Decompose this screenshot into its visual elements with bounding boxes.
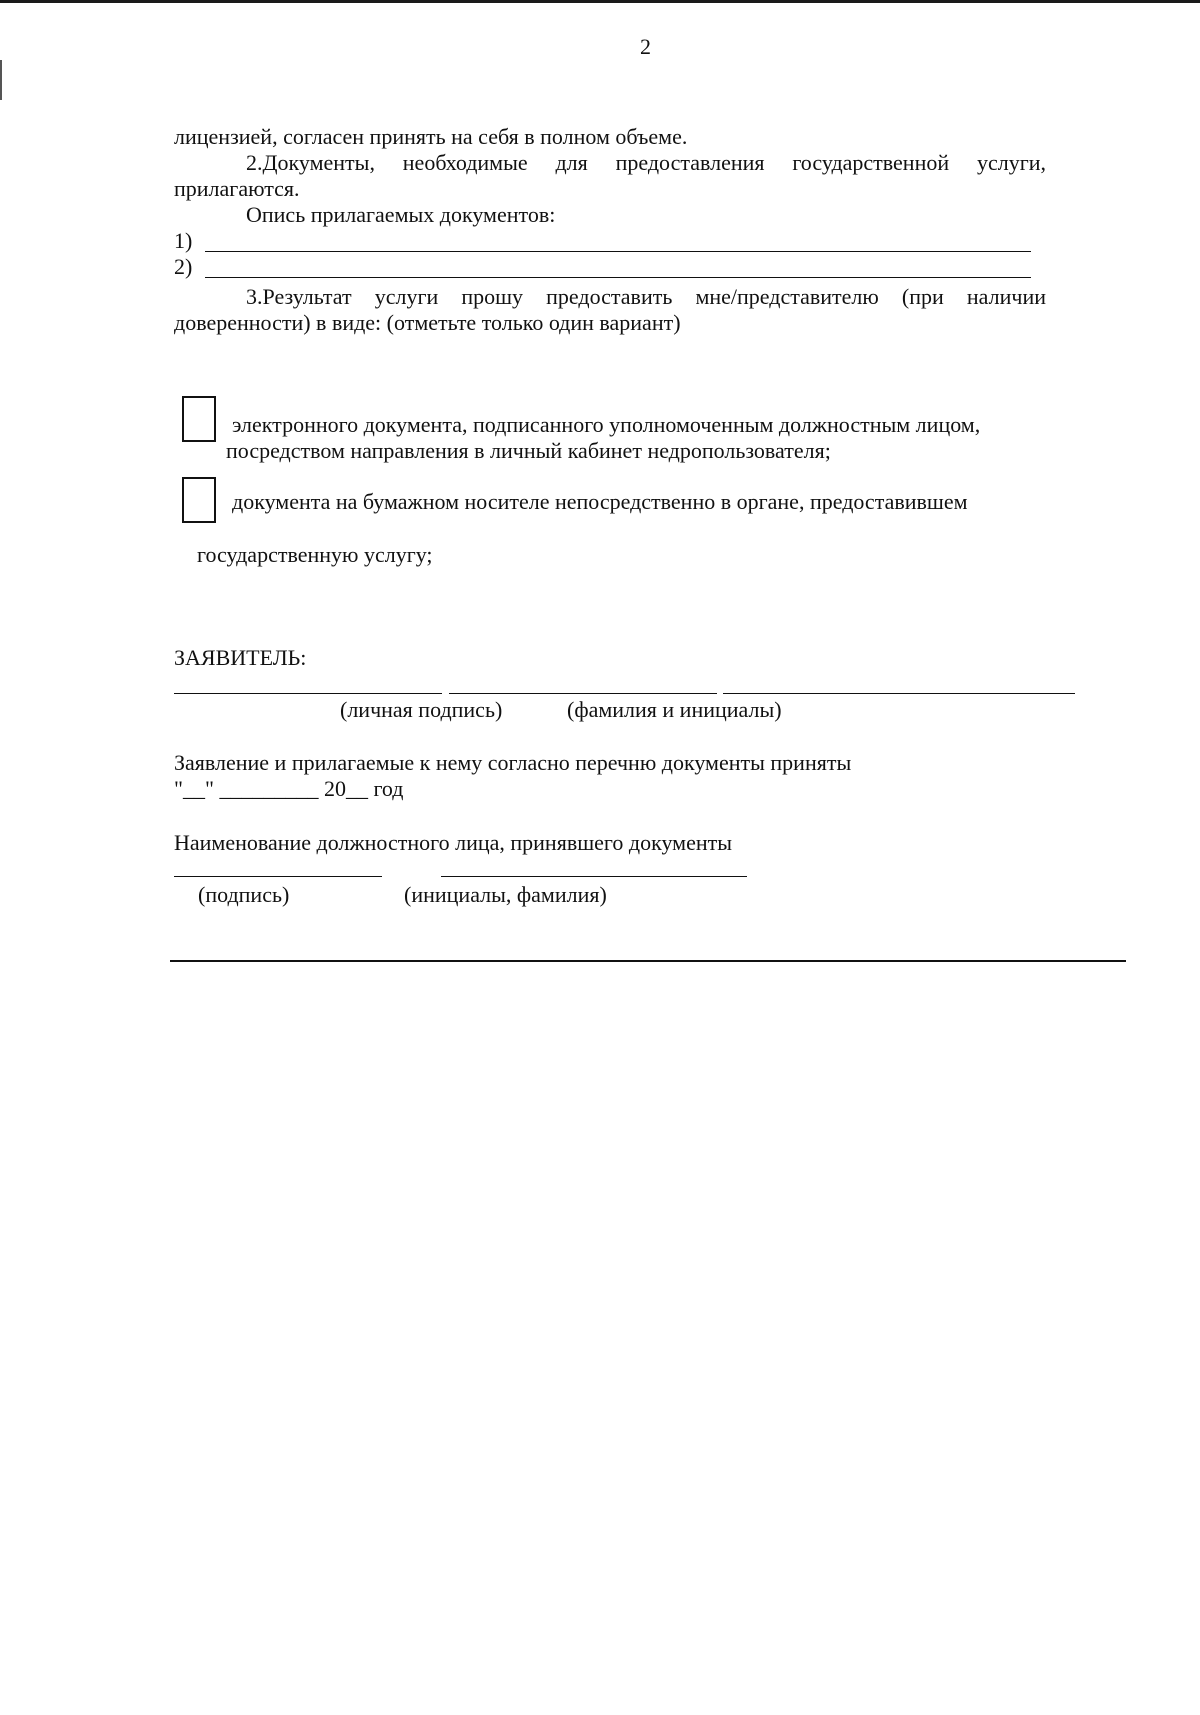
applicant-name-line[interactable] [449, 693, 717, 694]
bottom-divider [170, 960, 1126, 962]
inventory-item-1 [174, 228, 1046, 254]
official-signature-line[interactable] [174, 876, 382, 877]
item-2-line-2: прилагаются. [174, 176, 300, 201]
official-name-caption: (инициалы, фамилия) [404, 882, 607, 907]
inventory-item-number: 2) [174, 254, 193, 279]
official-name-line[interactable] [441, 876, 747, 877]
option-electronic-checkbox[interactable] [182, 396, 216, 442]
document-body [174, 124, 1046, 336]
inventory-title: Опись прилагаемых документов: [246, 202, 556, 227]
item-3-line-1: 3.Результат услуги прошу предоставить мне/представителю (при наличии [246, 284, 1046, 309]
applicant-signature-caption: (личная подпись) [340, 697, 503, 722]
option-paper-line-2: государственную услугу; [197, 542, 433, 567]
scan-edge-top [0, 0, 1200, 3]
official-title: Наименование должностного лица, принявшего документы [174, 830, 733, 855]
item-2-line-1: 2.Документы, необходимые для предоставления государственной услуги, [246, 150, 1046, 175]
inventory-item-field[interactable] [205, 251, 1031, 252]
applicant-signature-line[interactable] [174, 693, 442, 694]
inventory-item-number: 1) [174, 228, 193, 253]
scan-edge-left [0, 60, 2, 100]
applicant-name-caption: (фамилия и инициалы) [567, 697, 782, 722]
acceptance-date: "__" _________ 20__ год [174, 776, 404, 801]
option-paper-checkbox[interactable] [182, 477, 216, 523]
item-3-line-2: доверенности) в виде: (отметьте только один вариант) [174, 310, 681, 335]
option-electronic-line-2: посредством направления в личный кабинет недропользователя; [226, 438, 831, 463]
option-paper-line-1: документа на бумажном носителе непосредственно в органе, предоставившем [232, 489, 968, 514]
applicant-extra-line[interactable] [723, 693, 1075, 694]
acceptance-statement: Заявление и прилагаемые к нему согласно перечню документы приняты [174, 750, 852, 775]
official-signature-caption: (подпись) [198, 882, 290, 907]
applicant-heading: ЗАЯВИТЕЛЬ: [174, 645, 307, 670]
page-number: 2 [640, 34, 651, 59]
intro-line: лицензией, согласен принять на себя в полном объеме. [174, 124, 688, 149]
inventory-item-field[interactable] [205, 277, 1031, 278]
option-electronic-line-1: электронного документа, подписанного уполномоченным должностным лицом, [232, 412, 981, 437]
inventory-item-2 [174, 254, 1046, 280]
